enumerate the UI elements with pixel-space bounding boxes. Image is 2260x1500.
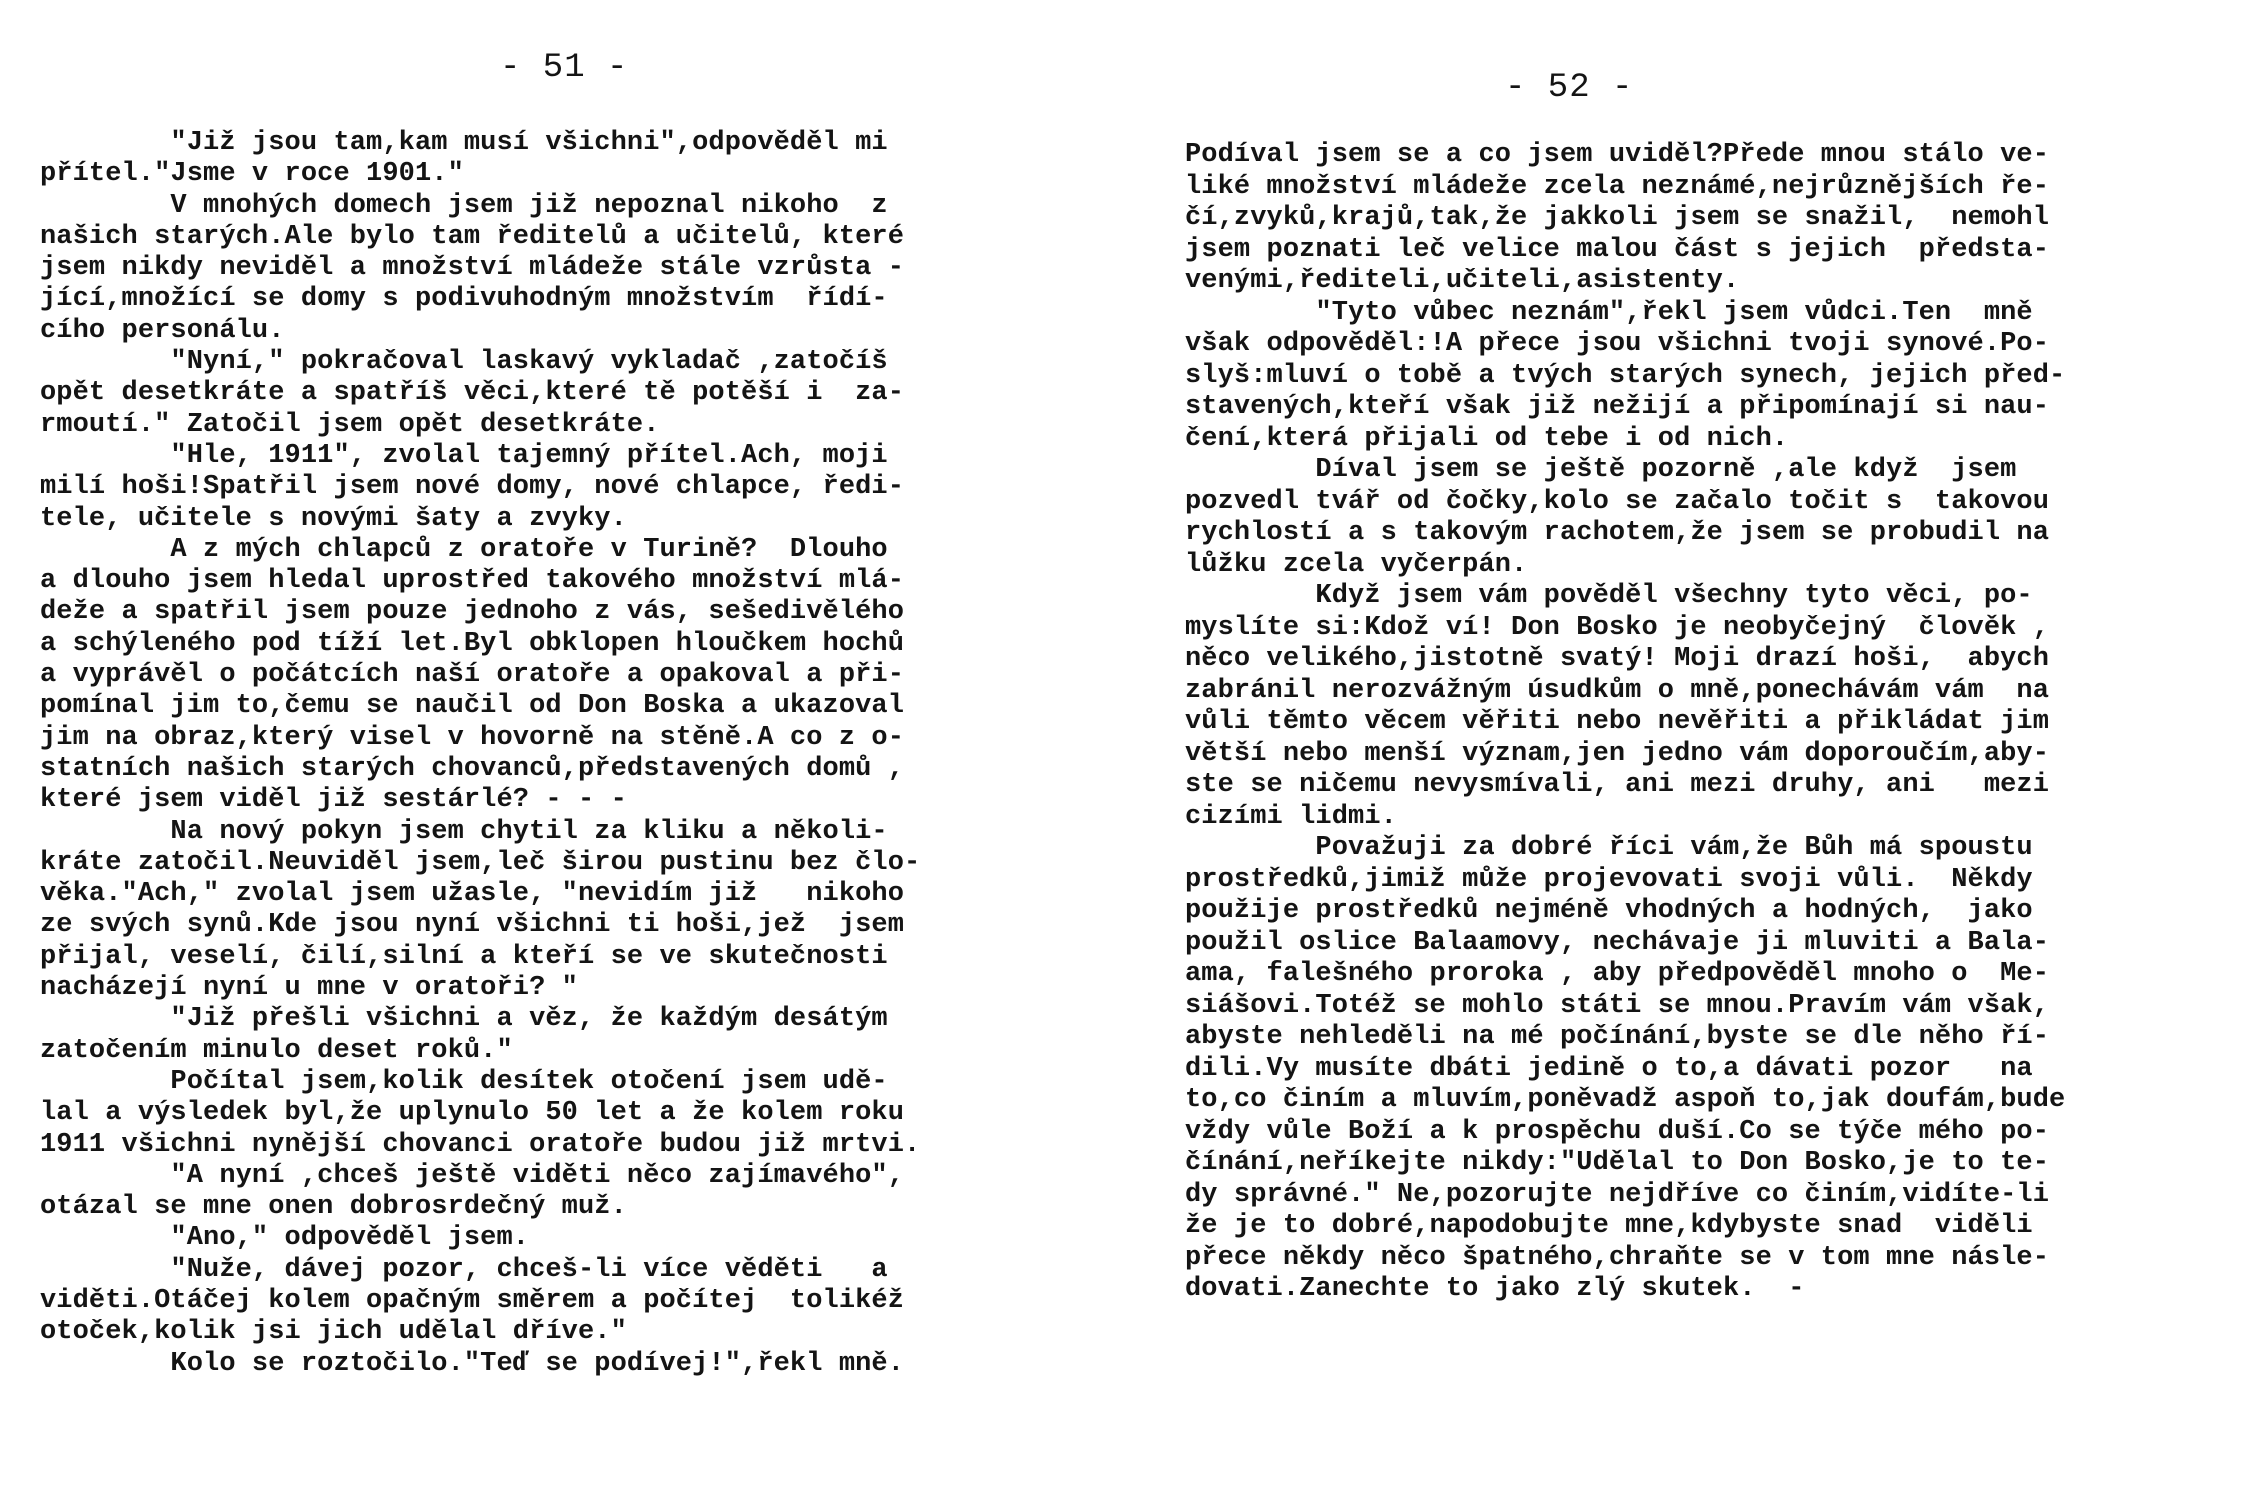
text-line: dili.Vy musíte dbáti jedině o to,a dávati pozor na [1185,1053,2033,1084]
text-line: pozvedl tvář od čočky,kolo se začalo točit s takovou [1185,486,2050,517]
text-line: rychlostí a s takovým rachotem,že jsem se probudil na [1185,518,2050,548]
text-line: přítel."Jsme v roce 1901." [40,159,464,190]
page-text [40,128,1100,1380]
text-line: čí,zvyků,krajů,tak,že jakkoli jsem se snažil, nemohl [1185,203,2050,233]
text-line: a dlouho jsem hledal uprostřed takového množství mlá- [40,566,905,597]
text-line: Kolo se roztočilo."Teď se podívej!",řekl mně. [40,1348,905,1379]
text-line: "Tyto vůbec neznám",řekl jsem vůdci.Ten mně [1185,297,2033,328]
page-52 [1185,0,2215,1500]
text-line: větší nebo menší význam,jen jedno vám doporoučím,aby- [1185,738,2050,769]
text-line: jim na obraz,který visel v hovorně na stěně.A co z o- [40,722,905,753]
text-line: to,co činím a mluvím,poněvadž aspoň to,jak doufám,bude [1185,1085,2066,1115]
text-line: "Již jsou tam,kam musí všichni",odpověděl mi [40,128,888,158]
text-line: prostředků,jimiž může projevovati svoji vůli. Někdy [1185,864,2033,895]
text-line: "Hle, 1911", zvolal tajemný přítel.Ach, moji [40,440,888,471]
text-line: A z mých chlapců z oratoře v Turině? Dlouho [40,534,888,565]
text-line: zabránil nerozvážným úsudkům o mně,ponechávám vám na [1185,675,2050,706]
text-line: a vyprávěl o počátcích naší oratoře a opakoval a při- [40,660,905,691]
text-line: našich starých.Ale bylo tam ředitelů a učitelů, které [40,221,905,252]
text-line: "Nyní," pokračoval laskavý vykladač ,zatočíš [40,347,888,378]
text-line: jsem poznati leč velice malou část s jejich předsta- [1185,234,2050,265]
text-line: lal a výsledek byl,že uplynulo 50 let a že kolem roku [40,1098,905,1129]
text-line: "Ano," odpověděl jsem. [40,1223,530,1254]
text-line: Počítal jsem,kolik desítek otočení jsem udě- [40,1066,888,1097]
text-line: Když jsem vám pověděl všechny tyto věci, po- [1185,581,2033,611]
text-line: deže a spatřil jsem pouze jednoho z vás, sešedivělého [40,597,905,628]
text-line: "Nuže, dávej pozor, chceš-li více věděti a [40,1254,888,1285]
text-line: ste se ničemu nevysmívali, ani mezi druhy, ani mezi [1185,770,2050,800]
text-line: nacházejí nyní u mne v oratoři? " [40,973,578,1004]
text-line: přece někdy něco špatného,chraňte se v tom mne násle- [1185,1242,2050,1273]
text-line: ama, falešného proroka , aby předpověděl mnoho o Me- [1185,959,2050,989]
text-line: že je to dobré,napodobujte mne,kdybyste snad viděli [1185,1211,2033,1241]
text-line: Na nový pokyn jsem chytil za kliku a několi- [40,816,888,847]
text-line: slyš:mluví o tobě a tvých starých synech, jejich před- [1185,360,2066,391]
text-line: venými,řediteli,učiteli,asistenty. [1185,266,1740,296]
text-line: použije prostředků nejméně vhodných a hodných, jako [1185,896,2033,926]
text-line: viděti.Otáčej kolem opačným směrem a počítej tolikéž [40,1285,905,1316]
text-line: Díval jsem se ještě pozorně ,ale když jsem [1185,455,2017,485]
text-line: tele, učitele s novými šaty a zvyky. [40,503,627,534]
text-line: a schýleného pod tíží let.Byl obklopen hloučkem hochů [40,628,905,659]
page-text [1185,140,2215,1306]
text-line: liké množství mládeže zcela neznámé,nejrůznějších ře- [1185,171,2050,202]
text-line: lůžku zcela vyčerpán. [1185,549,1528,580]
text-line: Považuji za dobré říci vám,že Bůh má spoustu [1185,833,2033,863]
text-line: jsem nikdy neviděl a množství mládeže stále vzrůsta - [40,253,905,284]
page-51 [40,0,1100,1500]
text-line: abyste nehleděli na mé počínání,byste se dle něho ří- [1185,1022,2050,1052]
text-line: rmoutí." Zatočil jsem opět desetkráte. [40,409,660,440]
text-line: siášovi.Totéž se mohlo státi se mnou.Pravím vám však, [1185,990,2050,1021]
text-line: otázal se mne onen dobrosrdečný muž. [40,1192,627,1223]
text-line: V mnohých domech jsem již nepoznal nikoho z [40,190,888,221]
text-line: jící,množící se domy s podivuhodným množstvím řídí- [40,284,888,315]
text-line: pomínal jim to,čemu se naučil od Don Boska a ukazoval [40,691,905,722]
text-line: vůli těmto věcem věřiti nebo nevěřiti a přikládat jim [1185,707,2050,737]
text-line: přijal, veselí, čilí,silní a kteří se ve skutečnosti [40,941,888,972]
text-line: však odpověděl:!A přece jsou všichni tvoji synové.Po- [1185,329,2050,359]
text-line: otoček,kolik jsi jich udělal dříve." [40,1317,627,1348]
text-line: věka."Ach," zvolal jsem užasle, "nevidím již nikoho [40,879,905,910]
text-line: které jsem viděl již sestárlé? - - - [40,785,627,816]
text-line: "Již přešli všichni a věz, že každým desátým [40,1004,888,1035]
text-line: čení,která přijali od tebe i od nich. [1185,423,1789,454]
page-number: - 52 - [1505,69,1634,107]
text-line: cího personálu. [40,315,285,346]
text-line: vždy vůle Boží a k prospěchu duší.Co se týče mého po- [1185,1116,2050,1147]
text-line: kráte zatočil.Neuviděl jsem,leč širou pustinu bez člo- [40,847,921,878]
text-line: stavených,kteří však již nežijí a připomínají si nau- [1185,392,2050,422]
text-line: dovati.Zanechte to jako zlý skutek. - [1185,1274,1805,1304]
text-line: opět desetkráte a spatříš věci,které tě potěší i za- [40,378,905,409]
page-number: - 51 - [500,49,629,87]
text-line: Podíval jsem se a co jsem uviděl?Přede mnou stálo ve- [1185,140,2050,170]
text-line: zatočením minulo deset roků." [40,1035,513,1066]
text-line: ze svých synů.Kde jsou nyní všichni ti hoši,jež jsem [40,910,905,941]
text-line: čínání,neříkejte nikdy:"Udělal to Don Bosko,je to te- [1185,1148,2050,1178]
text-line: použil oslice Balaamovy, nechávaje ji mluviti a Bala- [1185,927,2050,958]
text-line: statních našich starých chovanců,představených domů , [40,753,905,784]
text-line: myslíte si:Kdož ví! Don Bosko je neobyčejný člověk , [1185,612,2050,643]
text-line: 1911 všichni nynější chovanci oratoře budou již mrtvi. [40,1129,921,1160]
text-line: dy správné." Ne,pozorujte nejdříve co činím,vidíte-li [1185,1179,2050,1210]
text-line: něco velikého,jistotně svatý! Moji drazí hoši, abych [1185,644,2050,674]
text-line: cizími lidmi. [1185,801,1397,832]
text-line: "A nyní ,chceš ještě viděti něco zajímavého", [40,1160,905,1191]
text-line: milí hoši!Spatřil jsem nové domy, nové chlapce, ředi- [40,472,905,503]
